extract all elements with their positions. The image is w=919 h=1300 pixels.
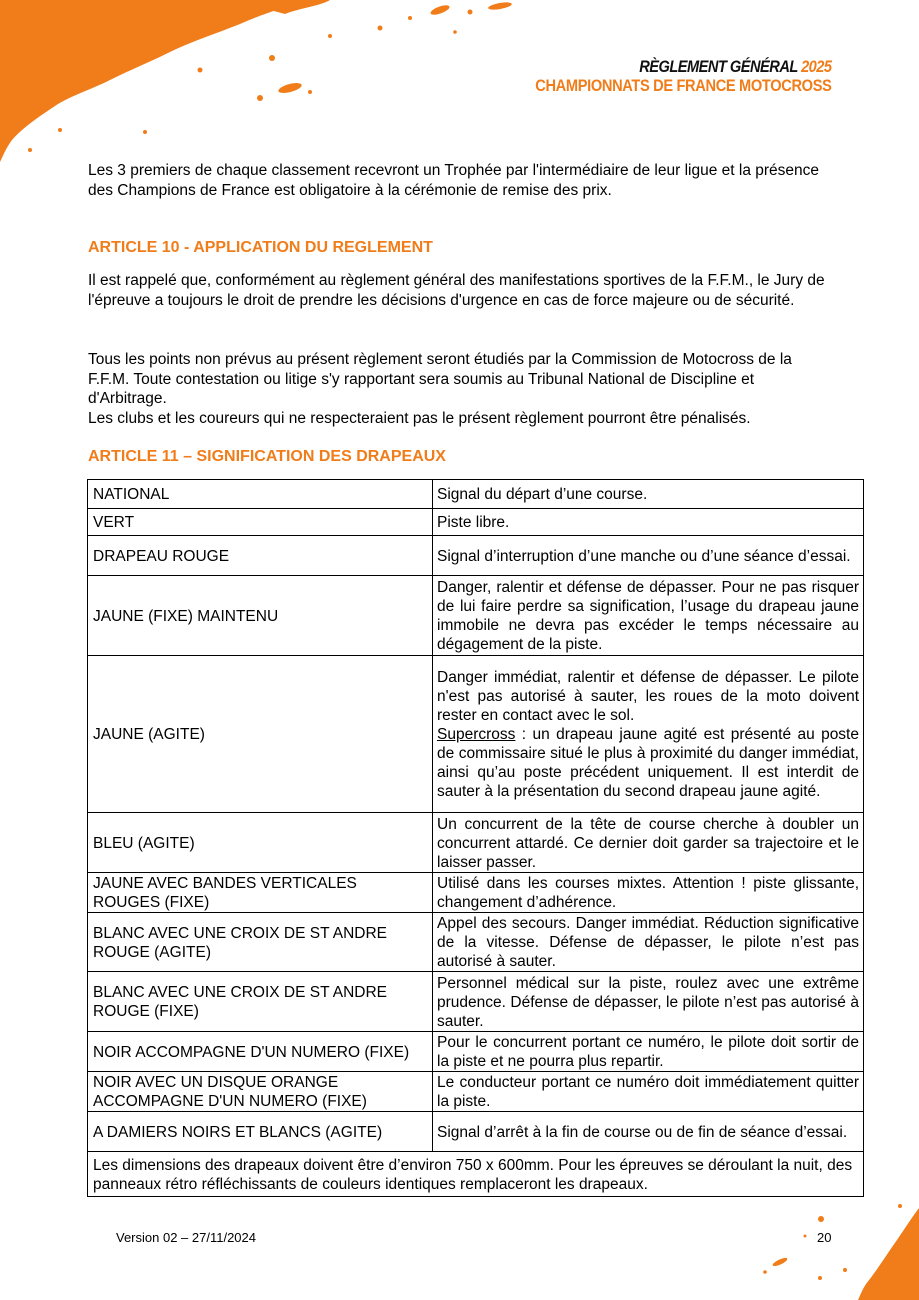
supercross-label: Supercross (437, 726, 516, 743)
flag-name: A DAMIERS NOIRS ET BLANCS (AGITE) (88, 1112, 433, 1152)
supercross-text: : un drapeau jaune agité est présenté au poste de commissaire situé le plus à proximité du danger immédiat, ainsi qu’au poste précédent uniquement. Il est interdit de sauter à la présentation du second drapeau jaune agité. (437, 726, 859, 800)
flag-name: BLEU (AGITE) (88, 813, 433, 873)
flags-table (87, 479, 864, 1197)
flag-name: BLANC AVEC UNE CROIX DE ST ANDRE ROUGE (FIXE) (88, 972, 433, 1032)
table-row (88, 480, 864, 509)
flag-meaning (433, 656, 864, 813)
document-header (487, 57, 832, 96)
table-row (88, 873, 864, 913)
flag-meaning: Signal du départ d’une course. (433, 480, 864, 509)
regulation-year: 2025 (801, 57, 832, 76)
table-footnote-row (88, 1152, 864, 1197)
flag-name: DRAPEAU ROUGE (88, 536, 433, 576)
article-10-paragraph-3: Les clubs et les coureurs qui ne respecteraient pas le présent règlement pourront être pénalisés. (88, 409, 751, 427)
flag-name: NATIONAL (88, 480, 433, 509)
table-row (88, 1112, 864, 1152)
table-row (88, 656, 864, 813)
orange-brush-decoration-bottom (750, 1200, 919, 1300)
table-row (88, 1072, 864, 1112)
flag-meaning: Le conducteur portant ce numéro doit immédiatement quitter la piste. (433, 1072, 864, 1112)
flag-meaning: Piste libre. (433, 509, 864, 536)
table-row (88, 813, 864, 873)
flag-meaning: Signal d’arrêt à la fin de course ou de fin de séance d’essai. (433, 1112, 864, 1152)
regulation-title: RÈGLEMENT GÉNÉRAL 2025 (639, 57, 832, 76)
flag-name: VERT (88, 509, 433, 536)
table-row (88, 576, 864, 656)
table-row (88, 536, 864, 576)
article-10-paragraph-1: Il est rappelé que, conformément au règlement général des manifestations sportives de la F.F.M., le Jury de l'épreuve a toujours le droit de prendre les décisions d'urgence en cas de force majeure ou de sécurité. (88, 272, 825, 309)
flag-dimensions-note: Les dimensions des drapeaux doivent être d’environ 750 x 600mm. Pour les épreuves se déroulant la nuit, des panneaux rétro réfléchissants de couleurs identiques remplaceront les drapeaux. (88, 1152, 864, 1197)
flag-meaning: Pour le concurrent portant ce numéro, le pilote doit sortir de la piste et ne pourra plus repartir. (433, 1032, 864, 1072)
intro-paragraph (88, 161, 833, 200)
flag-meaning-main: Danger immédiat, ralentir et défense de dépasser. Le pilote n'est pas autorisé à sauter, les roues de la moto doivent rester en contact avec le sol. (437, 669, 859, 724)
flag-name: BLANC AVEC UNE CROIX DE ST ANDRE ROUGE (AGITE) (88, 913, 433, 972)
article-10-heading: ARTICLE 10 - APPLICATION DU REGLEMENT (88, 239, 433, 256)
article-11-heading: ARTICLE 11 – SIGNIFICATION DES DRAPEAUX (88, 448, 446, 465)
table-row (88, 509, 864, 536)
article-10-paragraph-2: Tous les points non prévus au présent règlement seront étudiés par la Commission de Motocross de la F.F.M. Toute contestation ou litige s'y rapportant sera soumis au Tribunal National de Discipline et d'Arbitrage. (88, 351, 792, 407)
table-row (88, 1032, 864, 1072)
article-10-body-2 (88, 350, 833, 428)
flag-meaning: Utilisé dans les courses mixtes. Attention ! piste glissante, changement d’adhérence. (433, 873, 864, 913)
flag-meaning: Personnel médical sur la piste, roulez avec une extrême prudence. Défense de dépasser, le pilote n’est pas autorisé à sauter. (433, 972, 864, 1032)
flag-name: NOIR ACCOMPAGNE D'UN NUMERO (FIXE) (88, 1032, 433, 1072)
flag-name: NOIR AVEC UN DISQUE ORANGE ACCOMPAGNE D'UN NUMERO (FIXE) (88, 1072, 433, 1112)
flag-name: JAUNE (AGITE) (88, 656, 433, 813)
page-number: 20 (817, 1230, 832, 1245)
flag-name: JAUNE AVEC BANDES VERTICALES ROUGES (FIXE) (88, 873, 433, 913)
table-row (88, 972, 864, 1032)
flag-name: JAUNE (FIXE) MAINTENU (88, 576, 433, 656)
orange-brush-decoration-top (0, 0, 520, 170)
flag-meaning: Un concurrent de la tête de course cherche à doubler un concurrent attardé. Ce dernier doit garder sa trajectoire et le laisser passer. (433, 813, 864, 873)
intro-text: Les 3 premiers de chaque classement recevront un Trophée par l'intermédiaire de leur ligue et la présence des Champions de France est obligatoire à la cérémonie de remise des prix. (88, 162, 820, 199)
article-10-body (88, 271, 833, 310)
flag-meaning: Appel des secours. Danger immédiat. Réduction significative de la vitesse. Défense de dépasser, le pilote n’est pas autorisé à sauter. (433, 913, 864, 972)
flag-meaning: Danger, ralentir et défense de dépasser. Pour ne pas risquer de lui faire perdre sa signification, l’usage du drapeau jaune immobile ne devra pas excéder le temps nécessaire au dégagement de la piste. (433, 576, 864, 656)
version-label: Version 02 – 27/11/2024 (116, 1230, 256, 1245)
table-row (88, 913, 864, 972)
flag-meaning: Signal d’interruption d’une manche ou d’une séance d’essai. (433, 536, 864, 576)
championship-subtitle: CHAMPIONNATS DE FRANCE MOTOCROSS (535, 76, 832, 95)
